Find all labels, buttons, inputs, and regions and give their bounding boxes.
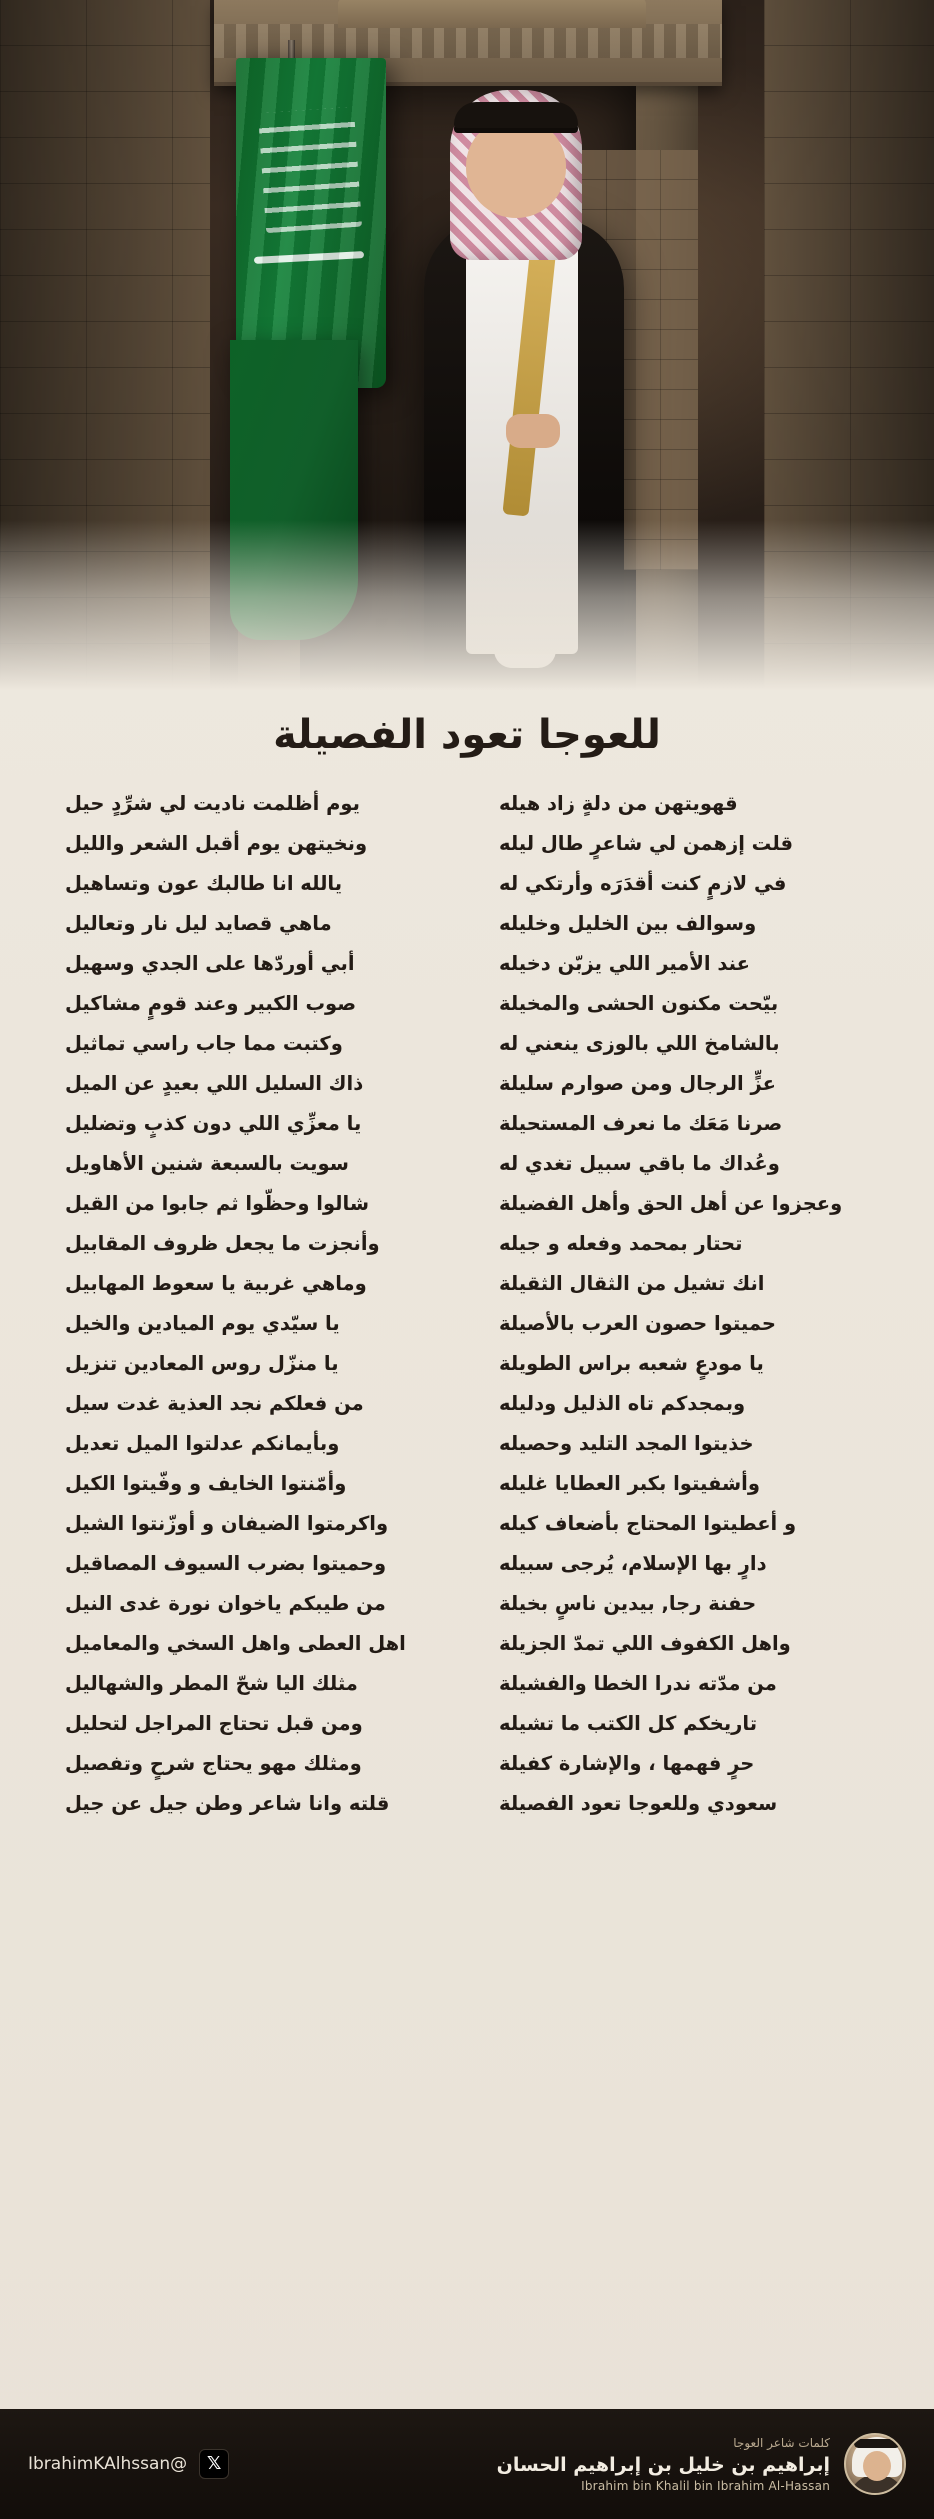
verse-line: عند الأمير اللي يزبّن دخيله xyxy=(499,952,750,975)
verse-line: أبي أوردّها على الجدي وسهيل xyxy=(65,952,355,975)
arch-cap xyxy=(338,0,646,28)
poet-name-arabic: إبراهيم بن خليل بن إبراهيم الحسان xyxy=(496,2453,830,2476)
verse-line: سعودي وللعوجا تعود الفصيلة xyxy=(499,1792,778,1815)
verse-line: انك تشيل من الثقال الثقيلة xyxy=(499,1272,765,1295)
verse-line: من مدّته ندرا الخطا والفشيلة xyxy=(499,1672,777,1695)
verse-line: سويت بالسبعة شنين الأهاويل xyxy=(65,1152,349,1175)
verse-line: وعجزوا عن أهل الحق وأهل الفضيلة xyxy=(499,1192,843,1215)
hero-photo xyxy=(0,0,934,690)
verse-line: يا منزّل روس المعادين تنزيل xyxy=(65,1352,339,1375)
poet-kicker: كلمات شاعر العوجا xyxy=(733,2435,830,2450)
footer-bar xyxy=(0,2409,934,2519)
social-handle-block[interactable] xyxy=(28,2449,229,2479)
poet-name-english: Ibrahim bin Khalil bin Ibrahim Al-Hassan xyxy=(581,2478,830,2493)
verse-line: يا سيّدي يوم الميادين والخيل xyxy=(65,1312,340,1335)
verse-line: ومثلك مهو يحتاج شرحٍ وتفصيل xyxy=(65,1752,362,1775)
avatar-face xyxy=(863,2451,891,2481)
verse-line: وعُداك ما باقي سبيل تغدي له xyxy=(499,1152,780,1175)
verse-line: يالله انا طالبك عون وتساهيل xyxy=(65,872,343,895)
verse-line: بالشامخ اللي بالوزى ينعني له xyxy=(499,1032,780,1055)
avatar xyxy=(844,2433,906,2495)
verse-line: قلت إزهمن لي شاعرٍ طال ليله xyxy=(499,832,794,855)
flag-shahada-script xyxy=(258,107,362,233)
verse-line: حفنة رجا, بيدين ناسٍ بخيلة xyxy=(499,1592,757,1615)
poem-body xyxy=(0,776,934,1824)
verse-line: ذاك السليل اللي بعيدٍ عن الميل xyxy=(65,1072,364,1095)
verse-line: يوم أظلمت ناديت لي شرِّدٍ حيل xyxy=(65,792,360,815)
verse-line: تاريخكم كل الكتب ما تشيله xyxy=(499,1712,758,1735)
saudi-flag-icon xyxy=(236,58,386,388)
verse-line: وأشفيتوا بكبر العطايا غليله xyxy=(499,1472,760,1495)
verse-line: حميتوا حصون العرب بالأصيلة xyxy=(499,1312,776,1335)
verse-line: صوب الكبير وعند قومٍ مشاكيل xyxy=(65,992,357,1015)
verse-line: يا مودعٍ شعبه براس الطويلة xyxy=(499,1352,764,1375)
social-handle[interactable]: @IbrahimKAlhssan xyxy=(28,2454,188,2474)
verse-line: قلته وانا شاعر وطن جيل عن جيل xyxy=(65,1792,390,1815)
verse-line: ونخيتهن يوم أقبل الشعر والليل xyxy=(65,832,368,855)
verse-line: حرٍ فهمها ، والإشارة كفيلة xyxy=(499,1752,755,1775)
igal-cord xyxy=(454,102,578,128)
verse-line: اهل العطى واهل السخي والمعاميل xyxy=(65,1632,406,1655)
hero-fade-overlay xyxy=(0,520,934,690)
verse-line: خذيتوا المجد التليد وحصيله xyxy=(499,1432,754,1455)
verse-line: تحتار بمحمد وفعله و جيله xyxy=(499,1232,743,1255)
verse-line: و أعطيتوا المحتاج بأضعاف كيله xyxy=(499,1512,797,1535)
verse-line: ومن قبل تحتاج المراجل لتحليل xyxy=(65,1712,363,1735)
x-icon[interactable]: 𝕏 xyxy=(199,2449,229,2479)
poet-credit xyxy=(497,2433,906,2495)
verse-line: من طيبكم ياخوان نورة غدى النيل xyxy=(65,1592,386,1615)
verse-line: واهل الكفوف اللي تمدّ الجزيلة xyxy=(499,1632,791,1655)
verse-line: بيّحت مكنون الحشى والمخيلة xyxy=(499,992,779,1015)
avatar-igal xyxy=(854,2439,900,2448)
poet-name-block xyxy=(497,2436,830,2493)
verse-line: وسوالف بين الخليل وخليله xyxy=(499,912,757,935)
page-title: للعوجا تعود الفصيلة xyxy=(273,712,661,758)
verse-line: شالوا وحظّوا ثم جابوا من القيل xyxy=(65,1192,370,1215)
hands xyxy=(506,414,560,448)
verse-line: واكرمتوا الضيفان و أوزّنتوا الشيل xyxy=(65,1512,389,1535)
verse-line: مثلك اليا شحّ المطر والشهاليل xyxy=(65,1672,358,1695)
flag-sword xyxy=(254,251,364,264)
verse-line: دارٍ بها الإسلام، يُرجى سبيله xyxy=(499,1552,767,1575)
verse-line: وكتبت مما جاب راسي تماثيل xyxy=(65,1032,343,1055)
verse-line: عزٍّ الرجال ومن صوارم سليلة xyxy=(499,1072,776,1095)
verse-line: وأنجزت ما يجعل ظروف المقابيل xyxy=(65,1232,380,1255)
verse-line: وبأيمانكم عدلتوا الميل تعديل xyxy=(65,1432,340,1455)
verse-line: يا معزِّي اللي دون كذبٍ وتضليل xyxy=(65,1112,362,1135)
verse-line: ماهي قصايد ليل نار وتعالیل xyxy=(65,912,332,935)
verse-line: قهويتهن من دلةٍ زاد هيله xyxy=(499,792,738,815)
poem-column-left xyxy=(499,784,869,1824)
verse-line: وأمّنتوا الخايف و وفّيتوا الكيل xyxy=(65,1472,347,1495)
verse-line: صرنا مَعَك ما نعرف المستحيلة xyxy=(499,1112,783,1135)
poem-column-right xyxy=(65,784,435,1824)
verse-line: وحميتوا بضرب السيوف المصاقيل xyxy=(65,1552,387,1575)
verse-line: في لازمٍ كنت أقدَرَه وأرتكي له xyxy=(499,872,787,895)
verse-line: وبمجدكم تاه الذليل ودليله xyxy=(499,1392,746,1415)
verse-line: وماهي غربية يا سعوط المهابيل xyxy=(65,1272,367,1295)
verse-line: من فعلكم نجد العذية غدت سيل xyxy=(65,1392,364,1415)
